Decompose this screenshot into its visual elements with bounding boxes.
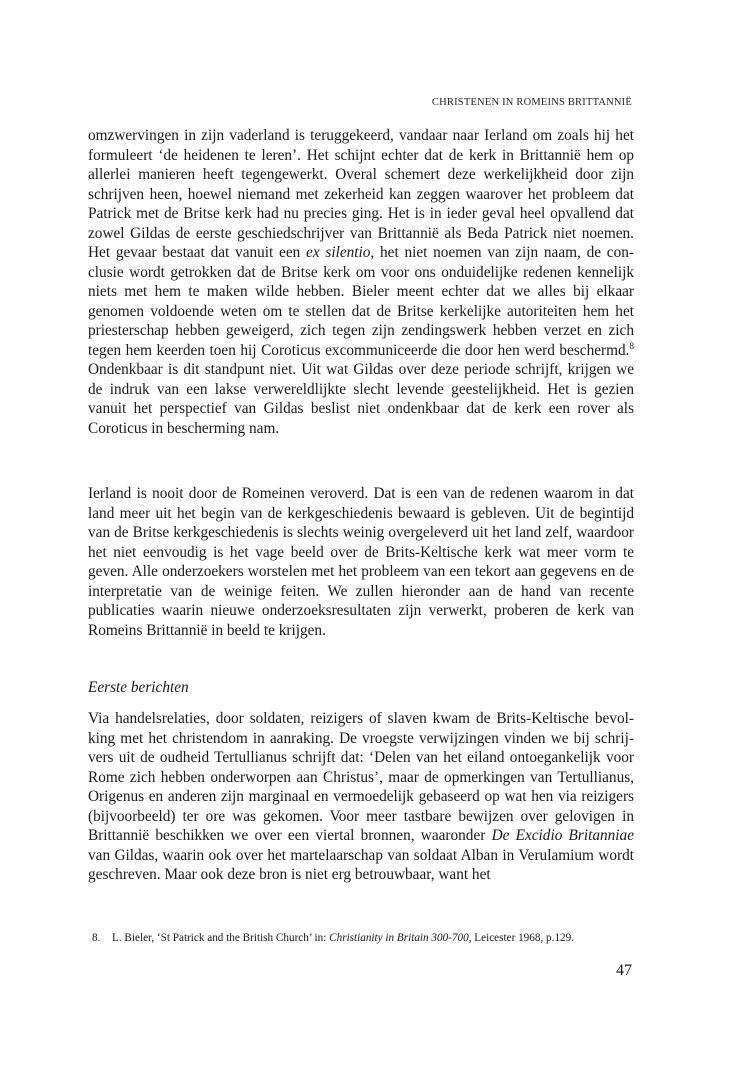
footnote-italic-title: Christianity in Britain 300-700: [329, 932, 469, 944]
paragraph-1-text-a: omzwervingen in zijn vaderland is teruggekeerd, vandaar naar Ierland om zoals hij het formuleert ‘de heidenen te leren’. Het schijnt echter dat de kerk in Brittannië hem op allerlei manieren heeft tegengewerkt. Overal schemert deze werkelijkheid door zijn schrijven heen, hoewel niemand met zekerheid kan zeggen waarover het probleem dat Patrick met de Britse kerk had nu precies ging. Het is in ieder geval heel opvallend dat zowel Gildas de eerste geschiedschrijver van Brittannië als Beda Patrick niet noemen. Het gevaar bestaat dat vanuit een: [88, 127, 634, 261]
footnote: [92, 932, 672, 944]
paragraph-1-text-c: Ondenkbaar is dit standpunt niet. Uit wat Gildas over deze periode schrijft, krijgen we de indruk van een lakse verwereldlijkte slecht levende geestelijkheid. Het is gezien vanuit het perspectief van Gildas beslist niet ondenkbaar dat de kerk een rover als Coroticus in bescherming nam.: [88, 361, 634, 437]
footnote-reference: 8: [629, 340, 634, 351]
footnote-number: 8.: [92, 932, 101, 944]
running-head: CHRISTENEN IN ROMEINS BRITTANNIË: [431, 97, 632, 108]
paragraph-1-italic: ex silentio: [306, 244, 371, 261]
paragraph-1: [88, 126, 634, 438]
paragraph-3-italic: De Excidio Britanniae: [491, 827, 634, 844]
footnote-text-a: L. Bieler, ‘St Patrick and the British Church’ in:: [112, 932, 330, 944]
paragraph-3: [88, 709, 634, 885]
section-heading: Eerste berichten: [88, 679, 189, 696]
paragraph-3-text-a: Via handelsrelaties, door soldaten, reizigers of slaven kwam de Brits-Keltische bevolking met het christendom in aanraking. De vroegste verwijzingen vinden we bij schrijvers uit de oudheid Tertullianus schrijft dat: ‘Delen van het eiland ontoegankelijk voor Rome zich hebben onderworpen aan Christus’, maar de opmerkingen van Tertullianus, Origenus en anderen zijn marginaal en vermoedelijk gebaseerd op wat hen via reizigers (bijvoorbeeld) ter ore was gekomen. Voor meer tastbare bewijzen over gelovigen in Brittannië beschikken we over een viertal bronnen, waaronder: [88, 710, 634, 844]
paragraph-3-text-b: van Gildas, waarin ook over het martelaarschap van soldaat Alban in Verulamium wordt geschreven. Maar ook deze bron is niet erg betrouwbaar, want het: [88, 846, 634, 883]
paragraph-2: Ierland is nooit door de Romeinen veroverd. Dat is een van de redenen waarom in dat land meer uit het begin van de kerkgeschiedenis bewaard is gebleven. Uit de begintijd van de Britse kerkgeschiedenis is slechts weinig overgeleverd uit het land zelf, waardoor het niet eenvoudig is het vage beeld over de Brits-Keltische kerk wat meer vorm te geven. Alle onderzoekers worstelen met het probleem van een tekort aan gegevens en de interpretatie van de weinige feiten. We zullen hieronder aan de hand van recente publicaties waarin nieuwe onderzoeksresultaten zijn verwerkt, proberen de kerk van Romeins Brittannië in beeld te krijgen.: [88, 485, 634, 639]
paragraph-1-text-b: , het niet noemen van zijn naam, de conclusie wordt getrokken dat de Britse kerk om voor ons onduidelijke redenen kennelijk niets met hem te maken wilde hebben. Bieler meent echter dat we alles bij elkaar genomen voldoende weten om te stellen dat de Britse kerkelijke autoriteiten hem het priesterschap hebben geweigerd, zich tegen zijn zendingswerk hebben verzet en zich tegen hem keerden toen hij Coroticus excommuniceerde die door hen werd beschermd.: [88, 244, 634, 359]
footnote-text-b: , Leicester 1968, p.129.: [468, 932, 575, 944]
page-number: 47: [616, 962, 632, 979]
